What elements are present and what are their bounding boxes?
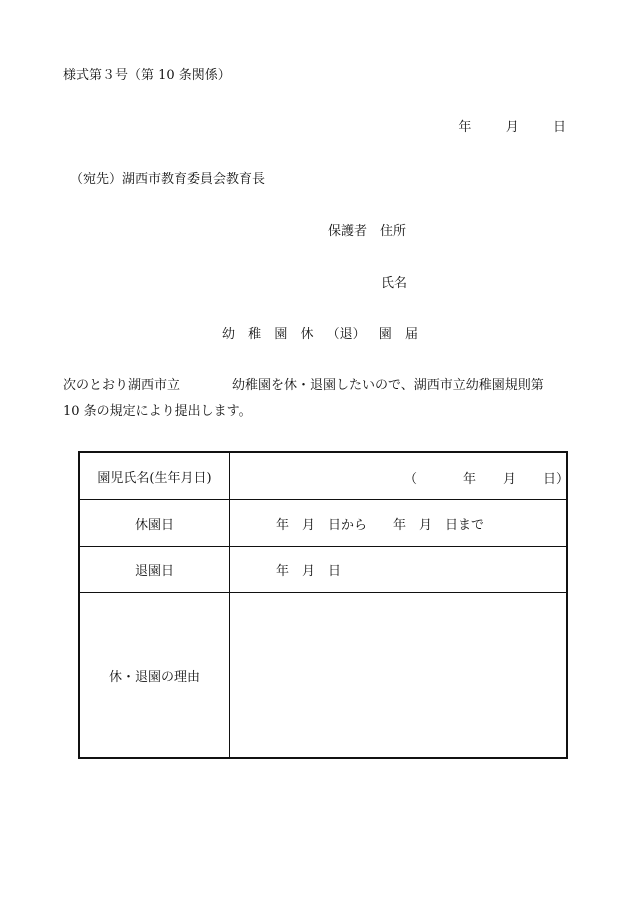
withdrawal-date-label: 退園日 <box>79 547 230 593</box>
withdrawal-date-field[interactable] <box>230 547 568 593</box>
guardian-address-label: 保護者 住所 <box>328 224 407 239</box>
date-day-label: 日 <box>552 120 566 135</box>
title-char: 届 <box>404 327 418 342</box>
date-month-label: 月 <box>505 120 519 135</box>
child-name-label: 園児氏名(生年月日) <box>79 452 230 500</box>
title-char: 休 <box>300 327 314 342</box>
table-row <box>79 593 567 759</box>
birth-month-label: 月 <box>503 472 517 487</box>
absence-date-field[interactable] <box>230 500 568 547</box>
document-title <box>222 327 427 343</box>
submission-date <box>458 120 566 136</box>
birth-day-label: 日） <box>543 472 570 487</box>
birth-year-label: 年 <box>463 472 477 487</box>
addressee: （宛先）湖西市教育委員会教育長 <box>70 172 266 187</box>
body-text-line: 10 条の規定により提出します。 <box>63 404 252 419</box>
child-name-field[interactable] <box>230 452 568 500</box>
table-row <box>79 452 567 500</box>
reason-field[interactable] <box>230 593 568 759</box>
absence-date-value: 年 月 日から 年 月 日まで <box>276 517 485 533</box>
table-row <box>79 500 567 547</box>
birth-open-paren: （ <box>404 472 418 487</box>
title-char: （退） <box>326 327 366 342</box>
absence-date-label: 休園日 <box>79 500 230 547</box>
date-year-label: 年 <box>458 120 472 135</box>
title-char: 園 <box>378 327 392 342</box>
table-row <box>79 547 567 593</box>
reason-label: 休・退園の理由 <box>79 593 230 759</box>
body-text-line: 次のとおり湖西市立 幼稚園を休・退園したいので、湖西市立幼稚園規則第 <box>63 378 544 393</box>
notification-form-table <box>78 451 568 759</box>
title-char: 園 <box>274 327 288 342</box>
title-char: 稚 <box>248 327 262 342</box>
withdrawal-date-value: 年 月 日 <box>276 564 342 579</box>
form-number: 様式第３号（第 10 条関係） <box>63 68 231 83</box>
title-char: 幼 <box>222 327 236 342</box>
guardian-name-label: 氏名 <box>381 276 408 291</box>
